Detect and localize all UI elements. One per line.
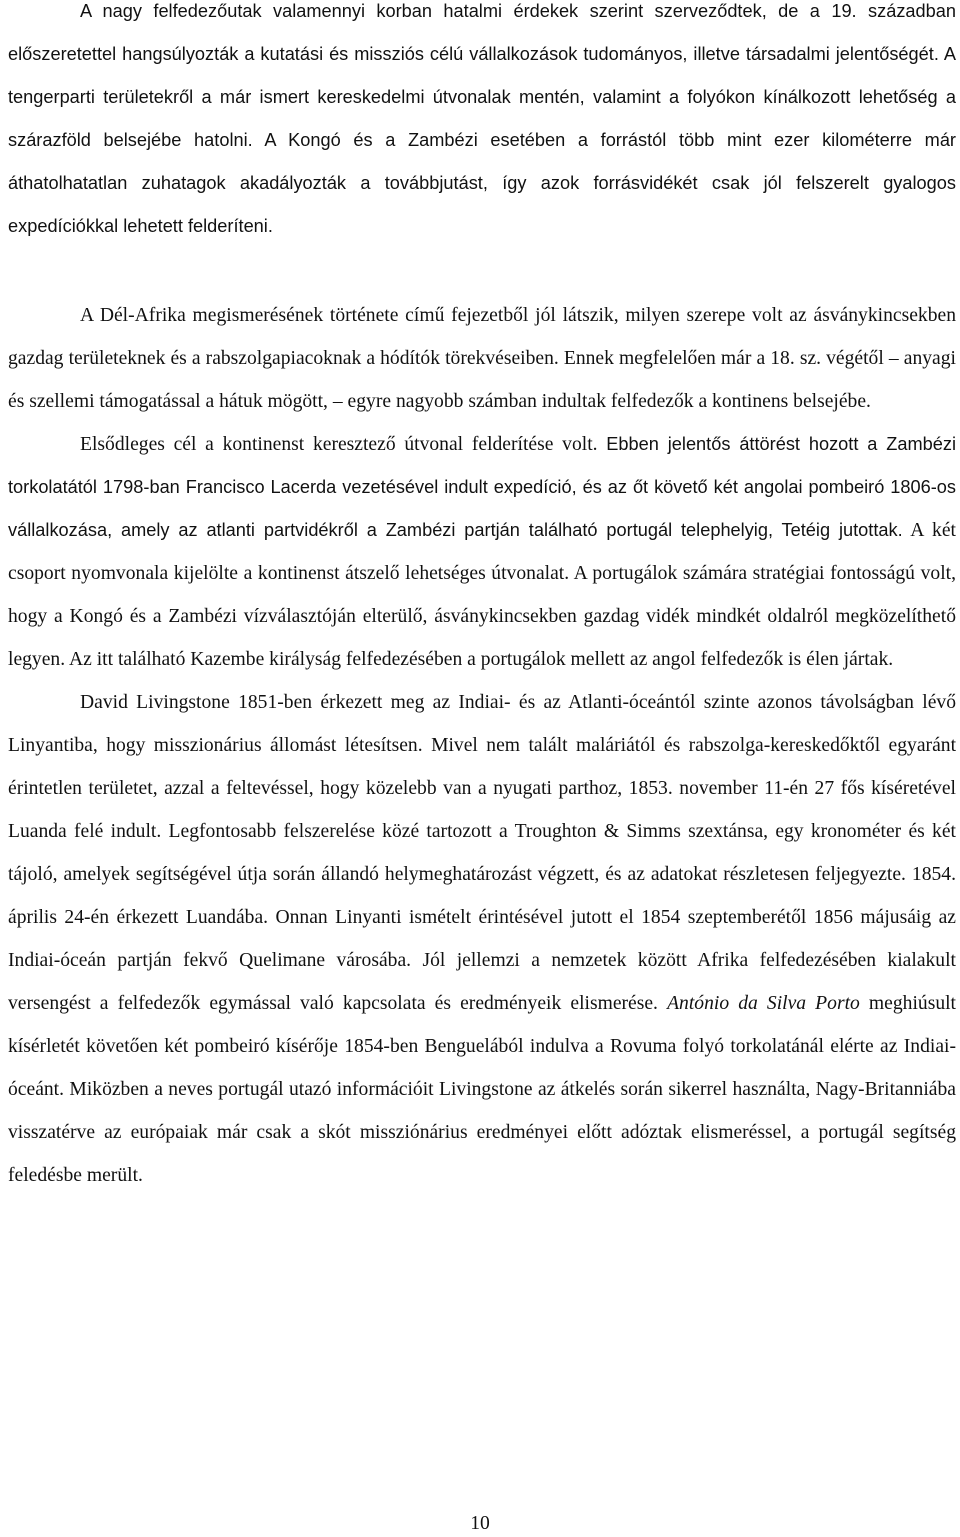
paragraph-1-sentence-2: A tengerparti területekről a már ismert kereskedelmi útvonalak mentén, valamint a folyókon kínálkozott lehetőség a szárazföld belsejébe hatolni. [8, 44, 956, 150]
paragraph-3-sentence-4: A portugálok számára stratégiai fontosságú volt, hogy a Kongó és a Zambézi vízválasztóján elterülő, ásványkincsekben gazdag vidék mindkét oldalról megközelíthető legyen. [8, 563, 956, 670]
paragraph-4-sentence-3: Legfontosabb felszerelése közé tartozott a Troughton & Simms szextánsa, egy kronométer és két tájoló, amelyek segítségével útja során állandó helymeghatározást végzett, és az adatokat részletesen feljegyezte. [8, 821, 956, 885]
paragraph-3 [8, 423, 956, 681]
paragraph-4-sentence-4: 1854. április 24-én érkezett Luandába. [8, 864, 956, 928]
paragraph-4-sentence-1: David Livingstone 1851-ben érkezett meg az Indiai- és az Atlanti-óceántól szinte azonos távolságban lévő Linyantiba, hogy misszionárius állomást létesítsen. [8, 692, 956, 756]
paragraph-4 [8, 681, 956, 1197]
text-block-sans [8, 0, 956, 248]
paragraph-3-sentence-2: Ebben jelentős áttörést hozott a Zambézi torkolatától 1798-ban Francisco Lacerda vezetésével indult expedíció, és az őt követő két angolai pombeiró 1806-os vállalkozása, amely az atlanti partvidékről a Zambézi partján található portugál telephelyig, Tetéig jutottak. [8, 434, 957, 540]
paragraph-4-sentence-5: Onnan Linyanti ismételt érintésével jutott el 1854 szeptemberétől 1856 májusáig az Indiai-óceán partján fekvő Quelimane városába. [8, 907, 956, 971]
paragraph-4-sentence-7: meghiúsult kísérletét követően két pombeiró kísérője 1854-ben Benguelából indulva a Rovuma folyó torkolatánál elérte az Indiai-óceánt. [8, 993, 957, 1100]
text-block-serif [8, 294, 956, 1197]
paragraph-4-sentence-8: Miközben a neves portugál utazó információit Livingstone az átkelés során sikerrel használta, Nagy-Britanniába visszatérve az európaiak már csak a skót missziónárius eredményei előtt adóztak elismeréssel, a portugál segítség feledésbe merült. [8, 1079, 956, 1186]
paragraph-4-italic-name: António da Silva Porto [667, 993, 860, 1014]
paragraph-1 [8, 0, 956, 248]
paragraph-3-sentence-3: A két csoport nyomvonala kijelölte a kontinenst átszelő lehetséges útvonalat. [8, 520, 956, 584]
paragraph-4-sentence-2: Mivel nem talált maláriától és rabszolga-kereskedőktől egyaránt érintetlen területet, azzal a feltevéssel, hogy közelebb van a nyugati parthoz, 1853. november 11-én 27 fős kíséretével Luanda felé indult. [8, 735, 957, 842]
paragraph-3-sentence-1: Elsődleges cél a kontinenst keresztező útvonal felderítése volt. [80, 434, 598, 455]
paragraph-1-sentence-3: A Kongó és a Zambézi esetében a forrástól több mint ezer kilométerre már áthatolhatatlan zuhatagok akadályozták a továbbjutást, így azok forrásvidékét csak jól felszerelt gyalogos expedíciókkal lehetett felderíteni. [8, 130, 956, 236]
paragraph-2: A Dél-Afrika megismerésének története című fejezetből jól látszik, milyen szerepe volt az ásványkincsekben gazdag területeknek és a rabszolgapiacoknak a hódítók törekvéseiben. Ennek megfelelően már a 18. sz. végétől – anyagi és szellemi támogatással a hátuk mögött, – egyre nagyobb számban indultak felfedezők a kontinens belsejébe. [8, 305, 956, 412]
paragraph-3-sentence-5: Az itt található Kazembe királyság felfedezésében a portugálok mellett az angol felfedezők is élen jártak. [68, 649, 894, 670]
paragraph-1-sentence-1: A nagy felfedezőutak valamennyi korban hatalmi érdekek szerint szerveződtek, de a 19. században előszeretettel hangsúlyozták a kutatási és missziós célú vállalkozások tudományos, illetve társadalmi jelentőségét. [8, 1, 956, 64]
paragraph-4-sentence-6: Jól jellemzi a nemzetek között Afrika felfedezésében kialakult versengést a felfedezők egymással való kapcsolata és eredményeik elismerése. [8, 950, 956, 1014]
page-number: 10 [470, 1513, 490, 1534]
